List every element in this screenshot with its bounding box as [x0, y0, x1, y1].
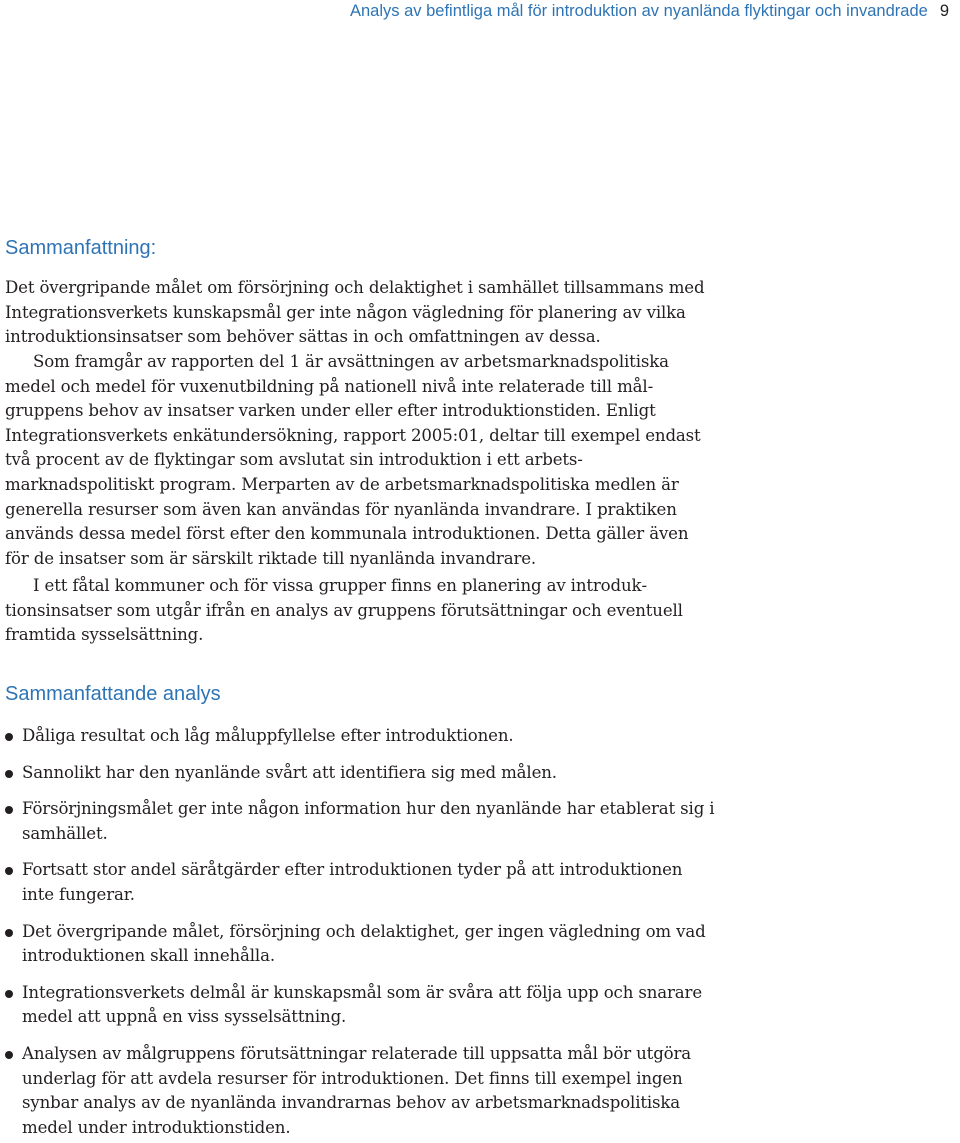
bullet-text: Dåliga resultat och låg måluppfyllelse efter introduktionen. — [22, 726, 514, 745]
summary-paragraph: Som framgår av rapporten del 1 är avsättningen av arbetsmarknadspolitiska medel och medel för vuxenutbildning på nationell nivå inte relaterade till målgruppens behov av insatser varken under eller efter introduktionstiden. Enligt Integrationsverkets enkätundersökning, rapport 2005:01, deltar till exempel endast två procent av de flyktingar som avslutat sin introduktion i ett arbetsmarknadspolitiskt program. Merparten av de arbetsmarknadspolitiska medlen är generella resurser som även kan användas för nyanlända invandrare. I praktiken används dessa medel först efter den kommunala introduktionen. Detta gäller även för de insatser som är särskilt riktade till nyanlända invandrare. — [5, 352, 701, 568]
bullet-item — [5, 858, 715, 907]
bullet-item — [5, 761, 715, 786]
summary-paragraph: Det övergripande målet om försörjning och delaktighet i samhället tillsammans med Integrationsverkets kunskapsmål ger inte någon vägledning för planering av vilka introduktionsinsatser som behöver sättas in och omfattningen av dessa. — [5, 278, 705, 347]
running-header — [0, 0, 960, 24]
summary-paragraph: I ett fåtal kommuner och för vissa grupper finns en planering av introduktionsinsatser som utgår ifrån en analys av gruppens förutsättningar och eventuell framtida sysselsättning. — [5, 576, 683, 645]
bullet-item — [5, 981, 715, 1030]
bullet-dot-icon — [5, 806, 13, 814]
analysis-heading: Sammanfattande analys — [5, 683, 221, 705]
bullet-text: Sannolikt har den nyanlände svårt att identifiera sig med målen. — [22, 762, 557, 782]
header-title: Analys av befintliga mål för introduktion av nyanlända flyktingar och invandrade — [349, 2, 928, 20]
bullet-item — [5, 797, 715, 846]
bullet-dot-icon — [5, 733, 13, 741]
bullet-text: Fortsatt stor andel säråtgärder efter introduktionen tyder på att introduktionen inte fungerar. — [22, 860, 683, 904]
page-number: 9 — [939, 2, 949, 20]
bullet-dot-icon — [5, 867, 13, 875]
analysis-bullet-list — [5, 724, 715, 1140]
bullet-dot-icon — [5, 770, 13, 778]
bullet-text: Analysen av målgruppens förutsättningar relaterade till uppsatta mål bör utgöra underlag för att avdela resurser för introduktionen. Det finns till exempel ingen synbar analys av de nyanlända invandrarnas behov av arbetsmarknadspolitiska medel under introduktionstiden. — [22, 1043, 692, 1137]
bullet-dot-icon — [5, 990, 13, 998]
bullet-item — [5, 920, 715, 969]
bullet-dot-icon — [5, 1051, 13, 1059]
bullet-text: Integrationsverkets delmål är kunskapsmål som är svåra att följa upp och snarare medel att uppnå en viss sysselsättning. — [22, 982, 702, 1027]
bullet-item — [5, 1042, 715, 1140]
bullet-dot-icon — [5, 929, 13, 937]
summary-heading: Sammanfattning: — [5, 237, 157, 259]
bullet-item — [5, 724, 715, 749]
bullet-text: Det övergripande målet, försörjning och delaktighet, ger ingen vägledning om vad introduktionen skall innehålla. — [22, 921, 706, 966]
bullet-text: Försörjningsmålet ger inte någon information hur den nyanlände har etablerat sig i samhället. — [22, 799, 715, 843]
